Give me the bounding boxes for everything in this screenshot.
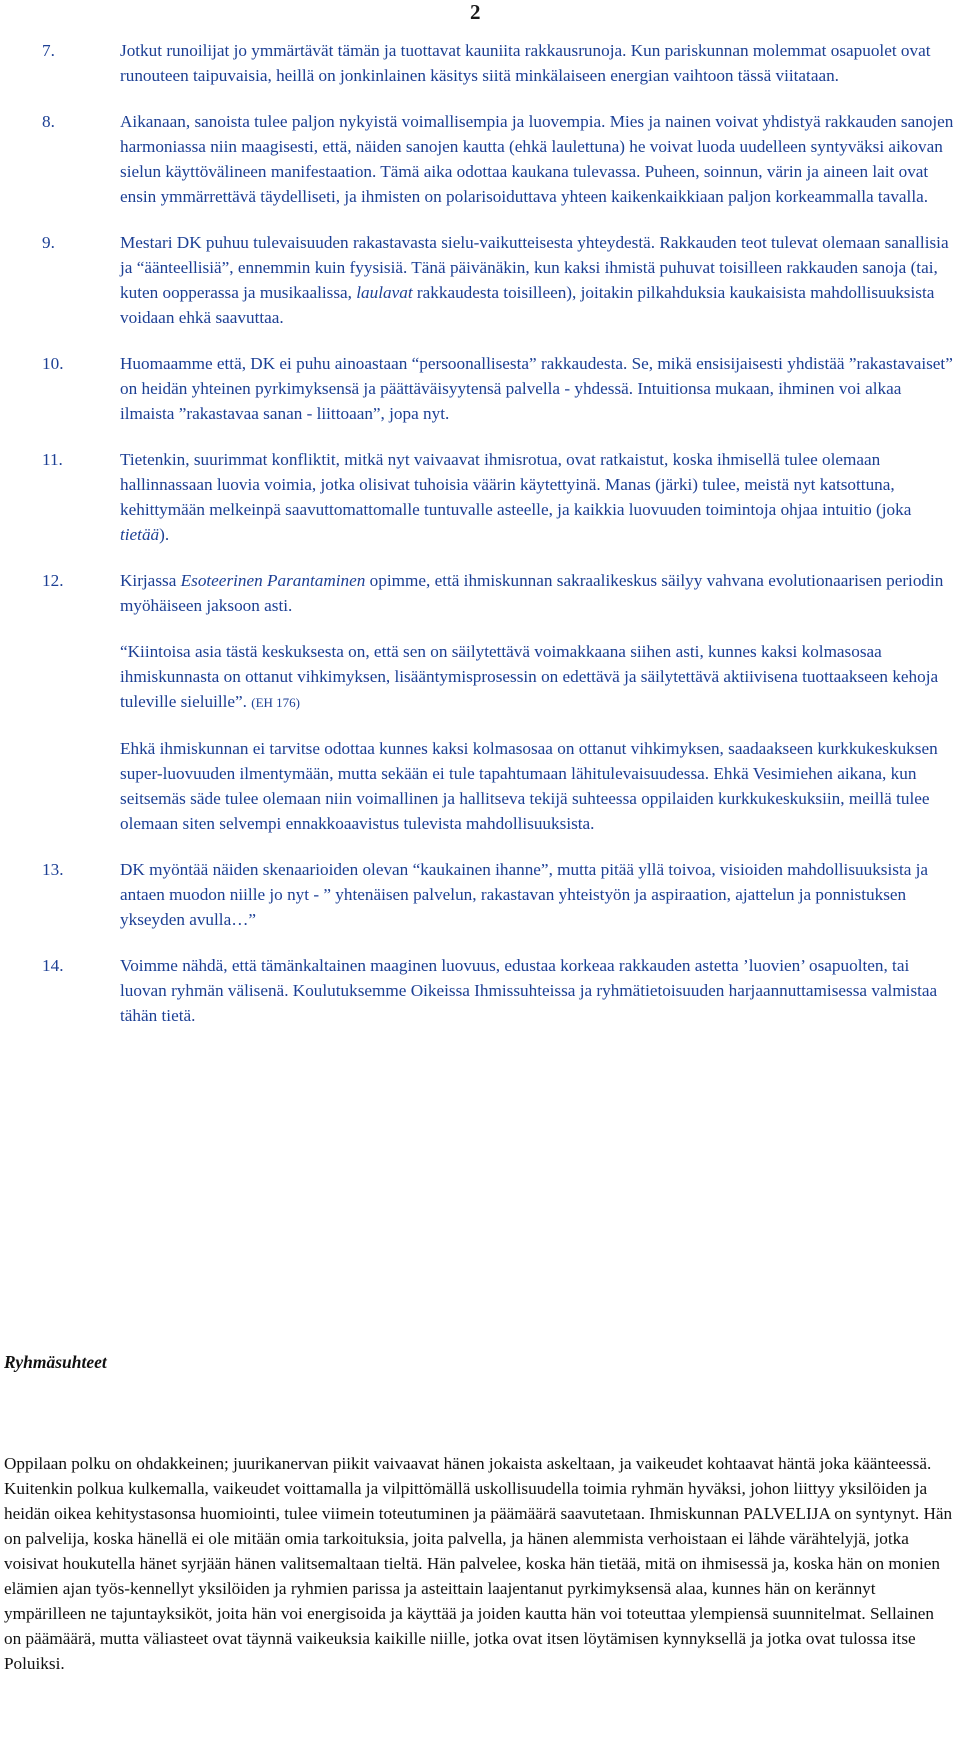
section-body-paragraph: Oppilaan polku on ohdakkeinen; juurikanervan piikit vaivaavat hänen jokaista askeltaan, ja vaikeudet kohtaavat häntä joka käänteessä. Kuitenkin polkua kulkemalla, vaikeudet voittamalla ja vilpittömällä uskollisuudella toimia ryhmän hyväksi, johon liittyy yksilöiden ja heidän oikea kehitystasonsa huomiointi, tulee viimein toteutuminen ja päämäärä saavutetaan. Ihmiskunnan PALVELIJA on syntynyt. Hän on palvelija, koska hänellä ei ole mitään omia tarkoituksia, joita palvella, ja hänen alemmista verhoistaan ei lähde värähtelyjä, jotka voisivat houkutella hänet syrjään hänen valitsemaltaan tieltä. Hän palvelee, koska hän tietää, mitä on ihmisessä ja, koska hän on monien elämien ajan työs-kennellyt yksilöiden ja ryhmien parissa ja asteittain laajentanut pyrkimyksensä alaa, kunnes hän on kerännyt ympärilleen ne tajuntayksiköt, joita hän voi energisoida ja käyttää ja joiden kautta hän voi toteuttaa ylempiensä suunnitelmat. Sellainen on päämäärä, mutta väliasteet ovat täynnä vaikeuksia kaikille niille, jotka ovat itsen löytämisen kynnyksellä ja jotka ovat tulossa itse Poluiksi.	[4, 1454, 953, 1673]
list-item-number: 13.	[42, 860, 64, 879]
list-item-paragraph	[120, 736, 954, 836]
text-run: “Kiintoisa asia tästä keskuksesta on, että sen on säilytettävä voimakkaana siihen asti, kunnes kaksi kolmasosaa ihmiskunnasta on ottanut vihkimyksen, lisääntymisprosessin on edettävä ja säilytettävä aktiivisena tuottaakseen kehoja tuleville sieluille”.	[120, 642, 939, 711]
list-item-text	[120, 351, 954, 426]
list-item	[42, 953, 954, 1028]
text-run: rakkaudesta toisilleen), joitakin pilkahduksia kaukaisista mahdollisuuksista voidaan ehkä saavuttaa.	[120, 283, 935, 327]
text-run: Tietenkin, suurimmat konfliktit, mitkä nyt vaivaavat ihmisrotua, ovat ratkaistut, koska ihmisellä tulee olemaan hallinnassaan luovia voimia, jotka olisivat tuhoisia väärin käytettyinä. Manas (järki) tulee, meistä nyt katsottuna, kehittymään melkeinpä saavuttomattomalle tuntuvalle asteelle, ja kaikkia luovuuden toimintoja ohjaa intuitio (joka	[120, 450, 912, 519]
text-run: ).	[159, 525, 170, 544]
list-item-text	[120, 447, 954, 547]
list-item-text	[120, 38, 954, 88]
list-item-number: 12.	[42, 571, 64, 590]
list-item-paragraph	[120, 568, 954, 618]
section-heading: Ryhmäsuhteet	[4, 1352, 107, 1372]
list-item-number: 10.	[42, 354, 64, 373]
numbered-list	[42, 38, 954, 1049]
list-item-number: 9.	[42, 233, 55, 252]
list-item	[42, 857, 954, 932]
list-item-paragraph	[120, 639, 954, 715]
text-run: Jotkut runoilijat jo ymmärtävät tämän ja tuottavat kauniita rakkausrunoja. Kun pariskunnan molemmat osapuolet ovat runouteen taipuvaisia, heillä on jonkinlainen käsitys siitä minkälaiseen energian vaihtoon tässä viitataan.	[120, 41, 931, 85]
list-item-number: 14.	[42, 956, 64, 975]
list-item	[42, 447, 954, 547]
list-item-paragraph	[120, 953, 954, 1028]
list-item	[42, 568, 954, 836]
italic-text: Esoteerinen Parantaminen	[180, 571, 366, 590]
italic-text: laulavat	[356, 283, 413, 302]
text-run: DK myöntää näiden skenaarioiden olevan “kaukainen ihanne”, mutta pitää yllä toivoa, visioiden mahdollisuuksista ja antaen muodon niille jo nyt - ” yhtenäisen palvelun, rakastavan yhteistyön ja aspiraation, ajattelun ja ponnistuksen ykseyden avulla…”	[120, 860, 929, 929]
list-item-paragraph	[120, 351, 954, 426]
text-run: Kirjassa	[120, 571, 181, 590]
list-item-paragraph	[120, 447, 954, 547]
list-item-paragraph	[120, 109, 954, 209]
list-item-text	[120, 953, 954, 1028]
list-item-paragraph	[120, 857, 954, 932]
text-run: Ehkä ihmiskunnan ei tarvitse odottaa kunnes kaksi kolmasosaa on ottanut vihkimyksen, saadaakseen kurkkukeskuksen super-luovuuden ilmentymään, mutta sekään ei tule tapahtumaan lähitulevaisuudessa. Ehkä Vesimiehen aikana, kun seitsemäs säde tulee olemaan niin voimallinen ja hallitseva tekijä suhteessa oppilaiden kurkkukeskuksiin, meillä tulee olemaan siten selvempi ennakkoaavistus tulevista mahdollisuuksista.	[120, 739, 938, 833]
list-item-number: 11.	[42, 450, 63, 469]
list-item	[42, 351, 954, 426]
list-item-text	[120, 109, 954, 209]
list-item-text	[120, 568, 954, 836]
text-run: opimme, että ihmiskunnan sakraalikeskus säilyy vahvana evolutionaarisen periodin myöhäiseen jaksoon asti.	[120, 571, 944, 615]
text-run: Voimme nähdä, että tämänkaltainen maaginen luovuus, edustaa korkeaa rakkauden astetta ’luovien’ osapuolten, tai luovan ryhmän välisenä. Koulutuksemme Oikeissa Ihmissuhteissa ja ryhmätietoisuuden harjaannuttamisessa valmistaa tähän tietä.	[120, 956, 938, 1025]
list-item	[42, 109, 954, 209]
text-run: Mestari DK puhuu tulevaisuuden rakastavasta sielu-vaikutteisesta yhteydestä. Rakkauden teot tulevat olemaan sanallisia ja “äänteellisiä”, ennemmin kuin fyysisiä. Tänä päivänäkin, kun kaksi ihmistä puhuvat toisilleen rakkauden sanoja (tai, kuten oopperassa ja musikaalissa,	[120, 233, 949, 302]
list-item-text	[120, 230, 954, 330]
text-run: Aikanaan, sanoista tulee paljon nykyistä voimallisempia ja luovempia. Mies ja nainen voivat yhdistyä rakkauden sanojen harmoniassa niin maagisesti, että, näiden sanojen kautta (ehkä laulettuna) he voivat luoda uudelleen syntyväksi aikovan sielun käyttövälineen manifestaation. Tämä aika odottaa kaukana tulevassa. Puheen, soinnun, värin ja aineen lait ovat ensin ymmärrettävä täydelliseti, ja ihmisten on polarisoiduttava yhteen kaikenkaikkiaan paljon korkeammalla tavalla.	[120, 112, 954, 206]
italic-text: tietää	[120, 525, 160, 544]
list-item-paragraph	[120, 38, 954, 88]
list-item-text	[120, 857, 954, 932]
list-item	[42, 38, 954, 88]
list-item	[42, 230, 954, 330]
text-run: Huomaamme että, DK ei puhu ainoastaan “persoonallisesta” rakkaudesta. Se, mikä ensisijaisesti yhdistää ”rakastavaiset” on heidän yhteinen pyrkimyksensä ja päättäväisyytensä palvella - yhdessä. Intuitionsa mukaan, ihminen voi alkaa ilmaista ”rakastavaa sanan - liittoaan”, jopa nyt.	[120, 354, 953, 423]
list-item-paragraph	[120, 230, 954, 330]
list-item-number: 8.	[42, 112, 55, 131]
citation-text: (EH 176)	[251, 695, 301, 710]
page-number: 2	[470, 0, 481, 24]
list-item-number: 7.	[42, 41, 55, 60]
